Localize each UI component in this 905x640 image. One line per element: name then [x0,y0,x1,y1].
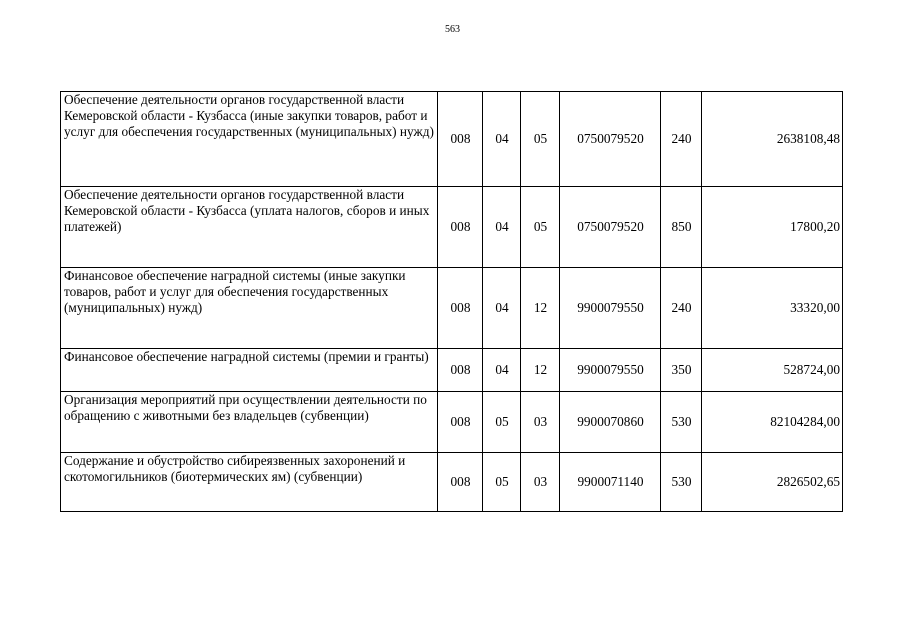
ministry-code: 008 [438,92,483,187]
expense-type-code: 350 [661,349,702,392]
expense-type-code: 240 [661,92,702,187]
section-code: 04 [483,349,521,392]
budget-table [60,91,843,512]
target-article-code: 9900079550 [560,349,661,392]
amount: 528724,00 [702,349,843,392]
row-description: Организация мероприятий при осуществлении деятельности по обращению с животными без владельцев (субвенции) [61,392,438,453]
ministry-code: 008 [438,349,483,392]
amount: 2826502,65 [702,453,843,512]
subsection-code: 12 [521,349,560,392]
row-description: Обеспечение деятельности органов государственной власти Кемеровской области - Кузбасса (уплата налогов, сборов и иных платежей) [61,187,438,268]
row-description: Обеспечение деятельности органов государственной власти Кемеровской области - Кузбасса (иные закупки товаров, работ и услуг для обеспечения государственных (муниципальных) нужд) [61,92,438,187]
expense-type-code: 850 [661,187,702,268]
page-number: 563 [445,24,460,35]
expense-type-code: 240 [661,268,702,349]
amount: 33320,00 [702,268,843,349]
subsection-code: 05 [521,92,560,187]
subsection-code: 05 [521,187,560,268]
amount: 2638108,48 [702,92,843,187]
amount: 82104284,00 [702,392,843,453]
target-article-code: 9900070860 [560,392,661,453]
target-article-code: 0750079520 [560,92,661,187]
target-article-code: 9900071140 [560,453,661,512]
expense-type-code: 530 [661,392,702,453]
row-description: Финансовое обеспечение наградной системы (иные закупки товаров, работ и услуг для обеспечения государственных (муниципальных) нужд) [61,268,438,349]
table-row [61,349,843,392]
table-row [61,453,843,512]
subsection-code: 03 [521,453,560,512]
row-description: Финансовое обеспечение наградной системы (премии и гранты) [61,349,438,392]
ministry-code: 008 [438,392,483,453]
table-row [61,187,843,268]
ministry-code: 008 [438,453,483,512]
expense-type-code: 530 [661,453,702,512]
ministry-code: 008 [438,187,483,268]
section-code: 05 [483,392,521,453]
amount: 17800,20 [702,187,843,268]
section-code: 04 [483,92,521,187]
row-description: Содержание и обустройство сибиреязвенных захоронений и скотомогильников (биотермических ям) (субвенции) [61,453,438,512]
target-article-code: 9900079550 [560,268,661,349]
target-article-code: 0750079520 [560,187,661,268]
table-row [61,268,843,349]
ministry-code: 008 [438,268,483,349]
section-code: 04 [483,187,521,268]
subsection-code: 12 [521,268,560,349]
section-code: 04 [483,268,521,349]
section-code: 05 [483,453,521,512]
subsection-code: 03 [521,392,560,453]
table-row [61,392,843,453]
table-row [61,92,843,187]
